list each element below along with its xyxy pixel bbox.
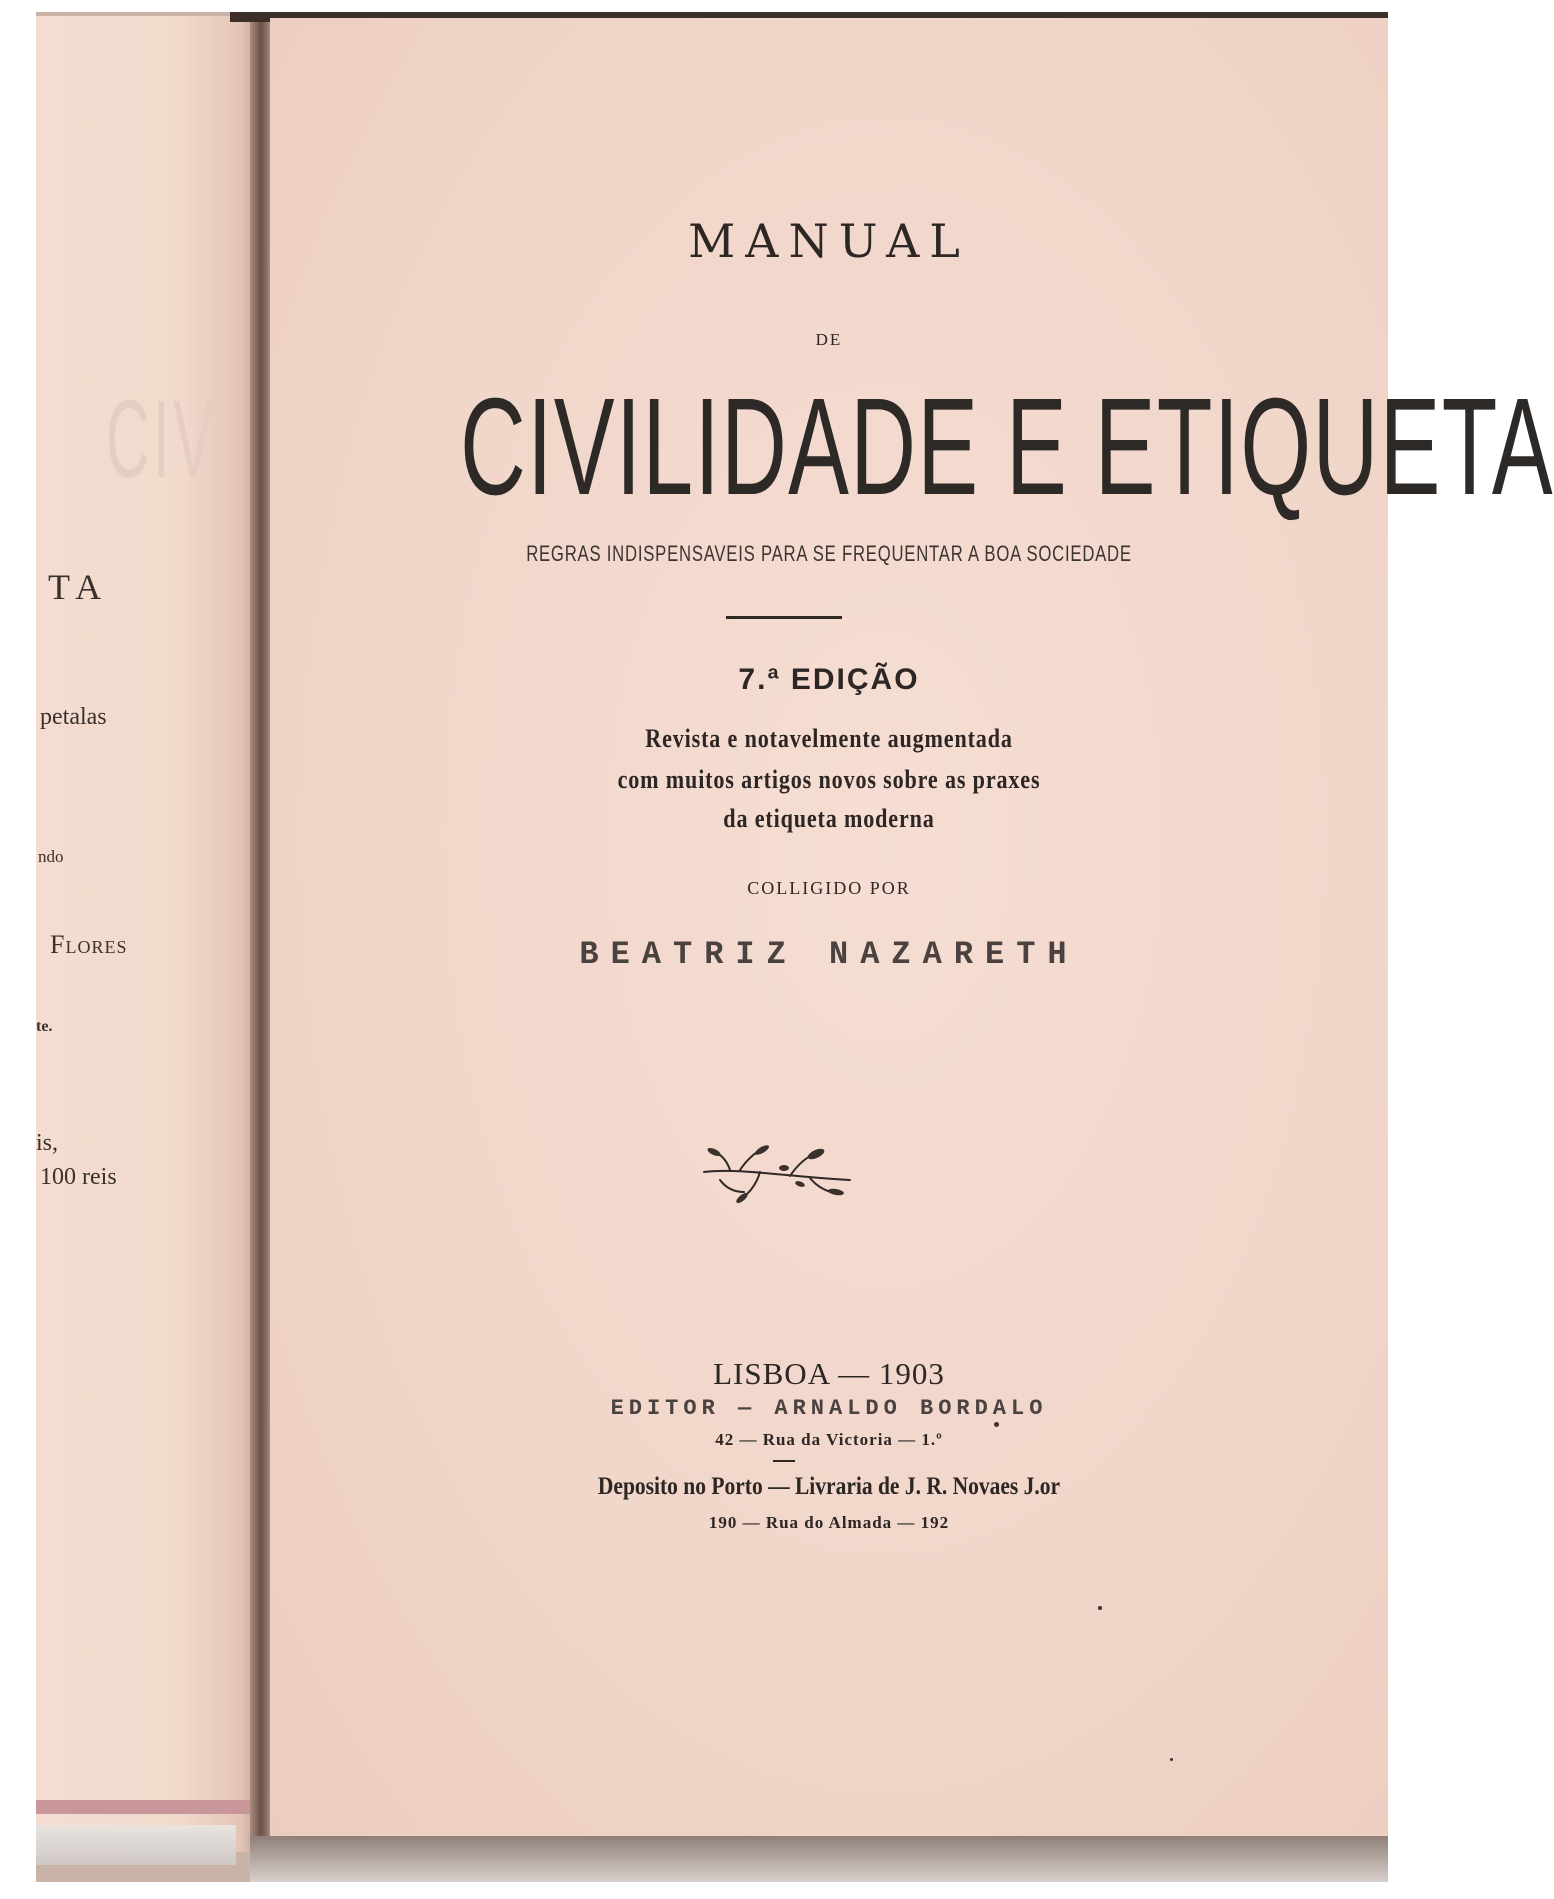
divider-rule [726,616,842,619]
title-page [270,18,1554,1838]
place-year: LISBOA — 1903 [713,1356,945,1391]
small-divider [773,1460,795,1462]
left-fragment-petalas: petalas [40,704,107,730]
revision-line-1: Revista e notavelmente augmentada [645,724,1013,753]
ink-speck [1170,1758,1173,1761]
deposit-address: 190 — Rua do Almada — 192 [708,1513,950,1532]
manual-heading: MANUAL [688,214,970,268]
ink-speck [1098,1606,1102,1610]
deposit-line: Deposito no Porto — Livraria de J. R. Novaes J.or [597,1473,1061,1500]
collected-by-label: COLLIGIDO POR [747,878,911,898]
left-fragment-ndo: ndo [38,847,64,866]
left-fragment-te: te. [36,1018,53,1035]
left-fragment-ta: TA [48,567,110,607]
left-page-ghost-text: CIV [106,378,217,501]
floral-ornament-icon [700,1128,860,1208]
left-page-bottom-edge [36,1825,236,1865]
de-text: DE [815,330,843,349]
edition-label: 7.ª EDIÇÃO [738,663,920,696]
revision-line-3: da etiqueta moderna [723,804,935,833]
left-fragment-price: 100 reis [40,1164,117,1190]
author-name: BEATRIZ NAZARETH [579,936,1079,973]
book-title: CIVILIDADE E ETIQUETA [460,370,1554,524]
left-fragment-is: is, [36,1130,59,1156]
left-fragment-flores: Flores [50,930,128,959]
revision-line-2: com muitos artigos novos sobre as praxes [617,765,1041,794]
bottom-shadow [250,1836,1388,1882]
ink-speck [994,1422,999,1427]
book-subtitle: REGRAS INDISPENSAVEIS PARA SE FREQUENTAR A BOA SOCIEDADE [526,541,1132,566]
publisher-line: EDITOR — ARNALDO BORDALO [610,1396,1048,1421]
left-page-edge-red [36,1800,260,1814]
publisher-address: 42 — Rua da Victoria — 1.º [715,1430,943,1449]
